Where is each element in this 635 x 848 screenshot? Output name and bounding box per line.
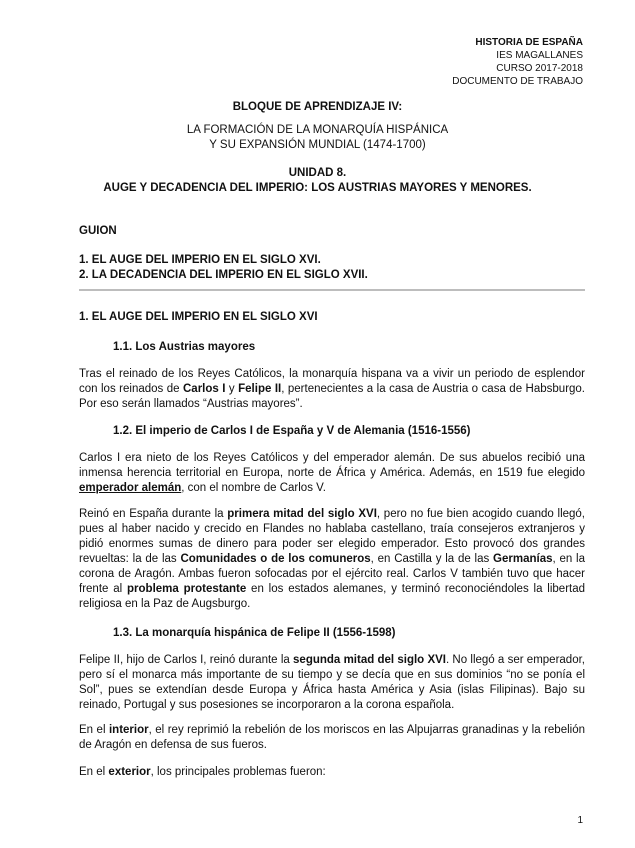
guion-label: GUION: [79, 225, 117, 237]
document-header: [452, 36, 583, 88]
guion-item-2: 2. LA DECADENCIA DEL IMPERIO EN EL SIGLO XVII.: [79, 269, 368, 281]
sub2-heading: 1.2. El imperio de Carlos I de España y V de Alemania (1516-1556): [113, 425, 471, 437]
header-course: CURSO 2017-2018: [496, 63, 583, 74]
sub1-paragraph: Tras el reinado de los Reyes Católicos, la monarquía hispana va a vivir un periodo de esplendor con los reinados de Carlos I y Felipe II, pertenecientes a la casa de Austria o casa de Habsburgo. Por eso serán llamados “Austrias mayores”.: [79, 368, 586, 410]
sub2-paragraph-2: Reinó en España durante la primera mitad del siglo XVI, pero no fue bien acogido cuando llegó, pues al haber nacido y crecido en Flandes no hablaba castellano, traía consejeros extranjeros y pidió enormes sumas de dinero para poder ser elegido emperador. Esto provocó dos grandes revueltas: la de las Comunidades o de los comuneros, en Castilla y la de las Germanías, en la corona de Aragón. Ambas fueron sofocadas por el ejército real. Carlos V también tuvo que hacer frente al problema protestante en los estados alemanes, y terminó reconociéndoles la libertad religiosa en la Paz de Augsburgo.: [79, 508, 586, 610]
section-divider: [79, 289, 585, 291]
unidad-title: AUGE Y DECADENCIA DEL IMPERIO: LOS AUSTRIAS MAYORES Y MENORES.: [103, 182, 532, 194]
sub3-paragraph-2: En el interior, el rey reprimió la rebelión de los moriscos en las Alpujarras granadinas y la rebelión de Aragón en defensa de sus fueros.: [79, 724, 585, 751]
sub3-paragraph-1: Felipe II, hijo de Carlos I, reinó durante la segunda mitad del siglo XVI. No llegó a ser emperador, pero sí el monarca más importante de su tiempo y se decía que en sus dominios “no se ponía el Sol”, pues se extendían desde Europa y África hasta América y Asia (islas Filipinas). Bajo su reinado, Portugal y sus posesiones se incorporaron a la corona española.: [79, 654, 585, 711]
sub3-paragraph-3: En el exterior, los principales problemas fueron:: [79, 766, 326, 778]
page-number: 1: [577, 815, 583, 826]
unidad-number: UNIDAD 8.: [288, 167, 347, 179]
sub1-heading: 1.1. Los Austrias mayores: [113, 341, 256, 353]
header-school: IES MAGALLANES: [496, 50, 583, 61]
sub3-heading: 1.3. La monarquía hispánica de Felipe II (1556-1598): [113, 627, 396, 639]
bloque-title: BLOQUE DE APRENDIZAJE IV:: [232, 101, 403, 113]
header-subject: HISTORIA DE ESPAÑA: [475, 37, 583, 48]
guion-item-1: 1. EL AUGE DEL IMPERIO EN EL SIGLO XVI.: [79, 254, 321, 266]
header-doc-type: DOCUMENTO DE TRABAJO: [452, 76, 583, 87]
section1-heading: 1. EL AUGE DEL IMPERIO EN EL SIGLO XVI: [79, 311, 318, 323]
sub2-paragraph-1: Carlos I era nieto de los Reyes Católicos y del emperador alemán. De sus abuelos recibió una inmensa herencia territorial en Europa, norte de África y América. Además, en 1519 fue elegido emperador alemán, con el nombre de Carlos V.: [79, 452, 585, 494]
bloque-subtitle-1: LA FORMACIÓN DE LA MONARQUÍA HISPÁNICA: [186, 124, 449, 136]
bloque-subtitle-2: Y SU EXPANSIÓN MUNDIAL (1474-1700): [209, 139, 426, 151]
